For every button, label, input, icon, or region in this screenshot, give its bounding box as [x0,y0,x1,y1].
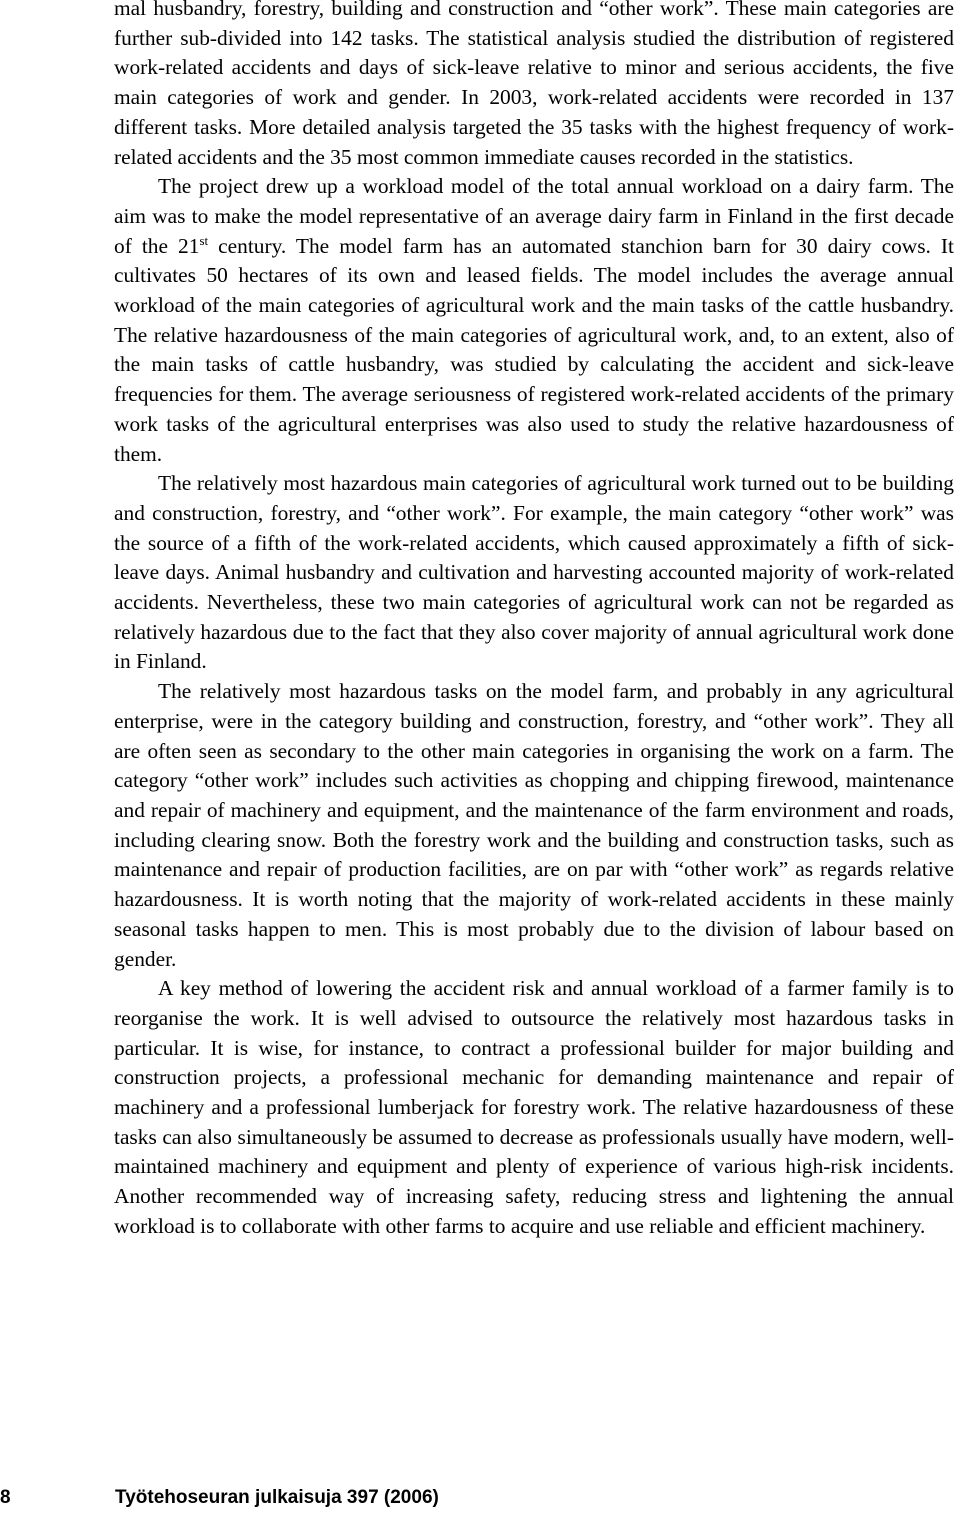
page-number: 8 [0,1487,11,1508]
paragraph-3: The relatively most hazardous main categories of agricultural work turned out to be building and construction, forestry, and “other work”. For example, the main category “other work” was the source of a fifth of the work-related accidents, which caused approximately a fifth of sick-leave days. Animal husbandry and cultivation and harvesting accounted majority of work-related accidents. Nevertheless, these two main categories of agricultural work can not be regarded as relatively hazardous due to the fact that they also cover majority of annual agricultural work done in Finland. [114,471,954,674]
paragraph-5: A key method of lowering the accident risk and annual workload of a farmer family is to reorganise the work. It is well advised to outsource the relatively most hazardous tasks in particular. It is wise, for instance, to contract a professional builder for major building and construction projects, a professional mechanic for demanding maintenance and repair of machinery and a professional lumberjack for forestry work. The relative hazardousness of these tasks can also simultaneously be assumed to decrease as professionals usually have modern, well-maintained machinery and equipment and plenty of experience of various high-risk incidents. Another recommended way of increasing safety, reducing stress and lightening the annual workload is to collaborate with other farms to acquire and use reliable and efficient machinery. [114,976,954,1238]
paragraph-1: mal husbandry, forestry, building and construction and “other work”. These main categories are further sub-divided into 142 tasks. The statistical analysis studied the distribution of registered work-related accidents and days of sick-leave relative to minor and serious accidents, the five main categories of work and gender. In 2003, work-related accidents were recorded in 137 different tasks. More detailed analysis targeted the 35 tasks with the highest frequency of work-related accidents and the 35 most common immediate causes recorded in the statistics. [114,0,954,169]
document-body [114,0,954,1242]
paragraph-2-text-a: The project drew up a workload model of the total annual workload on a dairy farm. The aim was to make the model representative of an average dairy farm in Finland in the first decade of the 21 [114,174,954,258]
paragraph-2 [114,172,954,469]
paragraph-4: The relatively most hazardous tasks on the model farm, and probably in any agricultural enterprise, were in the category building and construction, forestry, and “other work”. They all are often seen as secondary to the other main categories in organising the work on a farm. The category “other work” includes such activities as chopping and chipping firewood, maintenance and repair of machinery and equipment, and the maintenance of the farm environment and roads, including clearing snow. Both the forestry work and the building and construction tasks, such as maintenance and repair of production facilities, are on par with “other work” as regards relative hazardousness. It is worth noting that the majority of work-related accidents in these mainly seasonal tasks happen to men. This is most probably due to the division of labour based on gender. [114,679,954,971]
paragraph-2-text-b: century. The model farm has an automated stanchion barn for 30 dairy cows. It cultivates 50 hectares of its own and leased fields. The model includes the average annual workload of the main categories of agricultural work and the main tasks of the cattle husbandry. The relative hazardousness of the main categories of agricultural work, and, to an extent, also of the main tasks of cattle husbandry, was studied by calculating the accident and sick-leave frequencies for them. The average seriousness of registered work-related accidents of the primary work tasks of the agricultural enterprises was also used to study the relative hazardousness of them. [114,233,954,466]
page-footer [0,1487,960,1517]
publication-title: Työtehoseuran julkaisuja 397 (2006) [115,1487,439,1508]
ordinal-superscript: st [199,232,209,248]
